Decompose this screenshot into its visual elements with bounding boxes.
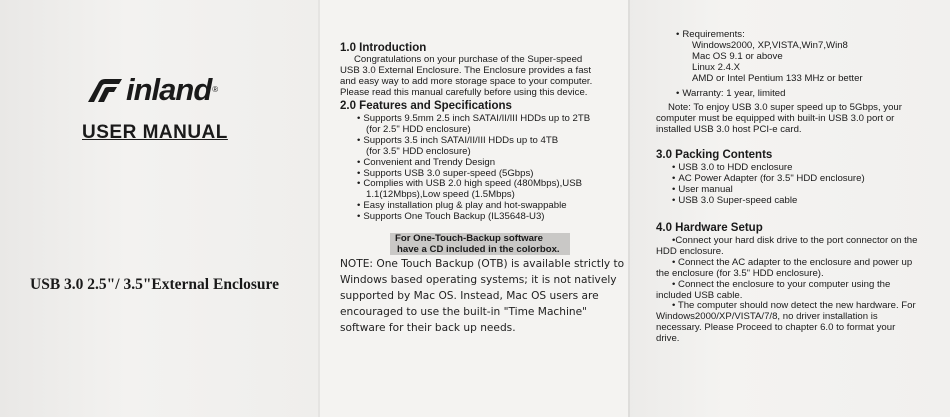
feature-item-sub: (for 2.5" HDD enclosure) [366,123,471,135]
hardware-line: Windows2000/XP/VISTA/7/8, no driver installation is [656,311,878,323]
packing-item: • User manual [672,185,865,196]
speed-note [656,103,939,136]
intro-line: USB 3.0 External Enclosure. The Enclosure provides a fast [340,64,591,76]
hardware-line: •Connect your hard disk drive to the port connector on the [672,235,918,246]
logo-swoosh-icon [86,77,124,103]
speed-note-line: installed USB 3.0 host PCI-e card. [656,123,802,135]
hardware-line: HDD enclosure. [656,245,724,257]
speed-note-line: computer must be equipped with built-in USB 3.0 port or [656,112,895,124]
intro-text [340,55,612,99]
otb-line: For One-Touch-Backup software [395,233,544,244]
feature-item: • Supports 9.5mm 2.5 inch SATAI/II/III HDDs up to 2TB [357,114,590,125]
requirement-item: AMD or Intel Pentium 133 MHz or better [692,72,863,84]
fold-line [318,0,320,417]
logo-text: inland [126,72,212,107]
packing-heading: 3.0 Packing Contents [656,149,773,161]
packing-list [672,163,865,207]
fold-line [628,0,630,417]
features-heading: 2.0 Features and Specifications [340,100,512,112]
otb-note [340,256,625,336]
warranty: • Warranty: 1 year, limited [676,89,863,100]
note-line: encouraged to use the built-in "Time Machine" [340,306,588,318]
feature-item: • Supports 3.5 inch SATAI/II/III HDDs up to 4TB [357,136,590,147]
hardware-line: drive. [656,333,680,345]
packing-item: • USB 3.0 Super-speed cable [672,196,865,207]
requirements-label: • Requirements: [676,30,863,41]
hardware-heading: 4.0 Hardware Setup [656,222,763,234]
speed-note-line: Note: To enjoy USB 3.0 super speed up to 5Gbps, your [668,102,902,113]
hardware-steps [656,236,939,345]
packing-item: • AC Power Adapter (for 3.5" HDD enclosure) [672,174,865,185]
hardware-line: the enclosure (for 3.5" HDD enclosure). [656,267,824,279]
manual-title: USER MANUAL [82,122,228,143]
note-line: NOTE: One Touch Backup (OTB) is available strictly to [340,258,625,270]
feature-item: • Complies with USB 2.0 high speed (480Mbps),USB [357,179,590,190]
note-line: supported by Mac OS. Instead, Mac OS users are [340,290,599,302]
registered-mark: ® [212,85,219,94]
hardware-line: • Connect the AC adapter to the enclosure and power up [672,256,913,268]
hardware-line: • The computer should now detect the new hardware. For [672,300,916,312]
features-list [357,114,590,223]
requirements-block [676,30,863,99]
product-title: USB 3.0 2.5"/ 3.5"External Enclosure [30,276,280,293]
requirement-item: Linux 2.4.X [692,61,741,73]
otb-line: have a CD included in the colorbox. [397,243,560,255]
note-line: Windows based operating systems; it is not natively [340,274,617,286]
intro-line: Please read this manual carefully before using this device. [340,86,588,98]
feature-item: • Supports USB 3.0 super-speed (5Gbps) [357,169,590,180]
requirement-item: Windows2000, XP,VISTA,Win7,Win8 [692,39,848,51]
feature-item: • Supports One Touch Backup (IL35648-U3) [357,212,590,223]
feature-item-sub: 1.1(12Mbps),Low speed (1.5Mbps) [366,189,515,201]
intro-line: Congratulations on your purchase of the Super-speed [354,54,583,65]
cover-panel [0,0,318,417]
hardware-line: included USB cable. [656,289,743,301]
intro-line: and easy way to add more storage space to your computer. [340,75,593,87]
feature-item-sub: (for 3.5" HDD enclosure) [366,145,471,157]
feature-item: • Easy installation plug & play and hot-swappable [357,201,590,212]
inland-logo [86,74,218,105]
feature-item: • Convenient and Trendy Design [357,158,590,169]
intro-heading: 1.0 Introduction [340,42,427,54]
otb-callout [395,234,560,256]
packing-item: • USB 3.0 to HDD enclosure [672,163,865,174]
note-line: software for their back up needs. [340,322,516,334]
hardware-line: necessary. Please Proceed to chapter 6.0 to format your [656,322,896,334]
hardware-line: • Connect the enclosure to your computer using the [672,278,891,290]
requirement-item: Mac OS 9.1 or above [692,50,783,62]
